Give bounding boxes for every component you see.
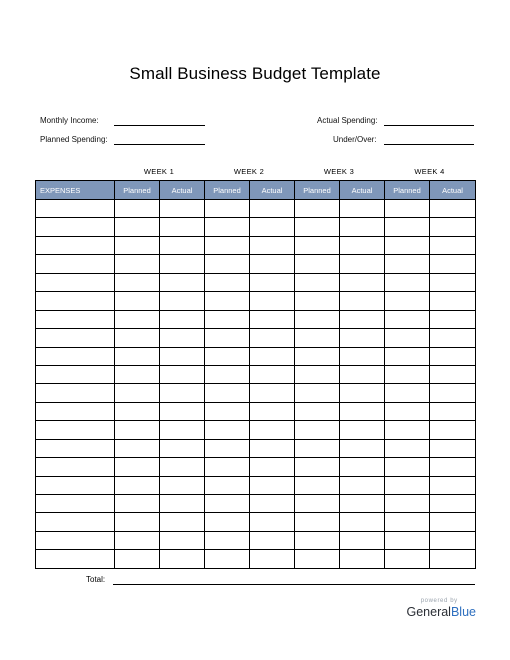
planned-cell[interactable] — [115, 384, 160, 402]
actual-cell[interactable] — [250, 439, 295, 457]
actual-cell[interactable] — [430, 531, 476, 549]
actual-cell[interactable] — [250, 200, 295, 218]
actual-cell[interactable] — [430, 329, 476, 347]
actual-cell[interactable] — [160, 531, 205, 549]
planned-cell[interactable] — [295, 310, 340, 328]
actual-cell[interactable] — [160, 292, 205, 310]
planned-cell[interactable] — [205, 236, 250, 254]
planned-cell[interactable] — [205, 458, 250, 476]
expense-name-cell[interactable] — [36, 273, 115, 291]
actual-spending-field[interactable] — [384, 125, 474, 126]
expense-name-cell[interactable] — [36, 310, 115, 328]
actual-cell[interactable] — [250, 218, 295, 236]
planned-cell[interactable] — [295, 329, 340, 347]
planned-cell[interactable] — [385, 200, 430, 218]
week-4-heading: WEEK 4 — [414, 167, 445, 176]
planned-cell[interactable] — [295, 236, 340, 254]
actual-cell[interactable] — [430, 218, 476, 236]
table-header-row — [36, 181, 476, 200]
table-row — [36, 439, 476, 457]
table-row — [36, 218, 476, 236]
planned-cell[interactable] — [205, 292, 250, 310]
actual-cell[interactable] — [250, 236, 295, 254]
actual-cell[interactable] — [430, 292, 476, 310]
expense-name-cell[interactable] — [36, 347, 115, 365]
planned-cell[interactable] — [385, 347, 430, 365]
planned-cell[interactable] — [115, 218, 160, 236]
actual-spending-label: Actual Spending: — [317, 116, 378, 125]
actual-cell[interactable] — [340, 255, 385, 273]
expense-name-cell[interactable] — [36, 476, 115, 494]
planned-cell[interactable] — [115, 495, 160, 513]
expense-name-cell[interactable] — [36, 531, 115, 549]
planned-cell[interactable] — [295, 292, 340, 310]
planned-cell[interactable] — [295, 200, 340, 218]
planned-cell[interactable] — [205, 550, 250, 568]
actual-cell[interactable] — [160, 421, 205, 439]
actual-cell[interactable] — [250, 513, 295, 531]
table-row — [36, 236, 476, 254]
week-1-actual-header: Actual — [160, 181, 205, 200]
table-row — [36, 476, 476, 494]
planned-cell[interactable] — [385, 439, 430, 457]
table-row — [36, 273, 476, 291]
actual-cell[interactable] — [160, 476, 205, 494]
planned-cell[interactable] — [295, 421, 340, 439]
week-2-actual-header: Actual — [250, 181, 295, 200]
actual-cell[interactable] — [340, 550, 385, 568]
table-row — [36, 458, 476, 476]
actual-cell[interactable] — [250, 495, 295, 513]
expense-name-cell[interactable] — [36, 439, 115, 457]
expense-name-cell[interactable] — [36, 495, 115, 513]
actual-cell[interactable] — [340, 236, 385, 254]
week-1-heading: WEEK 1 — [143, 167, 175, 176]
actual-cell[interactable] — [430, 402, 476, 420]
actual-cell[interactable] — [160, 236, 205, 254]
planned-cell[interactable] — [295, 513, 340, 531]
actual-cell[interactable] — [160, 513, 205, 531]
actual-cell[interactable] — [160, 384, 205, 402]
planned-cell[interactable] — [205, 347, 250, 365]
brand-name-blue: Blue — [450, 605, 476, 619]
planned-cell[interactable] — [295, 550, 340, 568]
actual-cell[interactable] — [160, 255, 205, 273]
actual-cell[interactable] — [250, 329, 295, 347]
monthly-income-label: Monthly Income: — [40, 116, 99, 125]
page-title: Small Business Budget Template — [129, 64, 381, 83]
actual-cell[interactable] — [160, 458, 205, 476]
planned-cell[interactable] — [295, 273, 340, 291]
planned-cell[interactable] — [115, 531, 160, 549]
planned-cell[interactable] — [295, 476, 340, 494]
brand-name-general: General — [406, 605, 451, 619]
planned-cell[interactable] — [295, 458, 340, 476]
actual-cell[interactable] — [430, 476, 476, 494]
actual-cell[interactable] — [160, 402, 205, 420]
expense-name-cell[interactable] — [36, 218, 115, 236]
planned-cell[interactable] — [115, 236, 160, 254]
under-over-field[interactable] — [384, 144, 474, 145]
planned-cell[interactable] — [205, 329, 250, 347]
week-3-heading: WEEK 3 — [323, 167, 355, 176]
planned-cell[interactable] — [115, 273, 160, 291]
planned-cell[interactable] — [115, 255, 160, 273]
planned-cell[interactable] — [205, 384, 250, 402]
week-3-actual-header: Actual — [340, 181, 385, 200]
planned-cell[interactable] — [205, 273, 250, 291]
actual-cell[interactable] — [160, 310, 205, 328]
table-row — [36, 402, 476, 420]
actual-cell[interactable] — [340, 495, 385, 513]
week-3-planned-header: Planned — [295, 181, 340, 200]
actual-cell[interactable] — [160, 200, 205, 218]
table-row — [36, 310, 476, 328]
actual-cell[interactable] — [160, 273, 205, 291]
actual-cell[interactable] — [430, 550, 476, 568]
planned-cell[interactable] — [205, 495, 250, 513]
planned-cell[interactable] — [385, 402, 430, 420]
planned-cell[interactable] — [115, 402, 160, 420]
planned-cell[interactable] — [115, 329, 160, 347]
planned-cell[interactable] — [295, 439, 340, 457]
planned-cell[interactable] — [385, 421, 430, 439]
expense-name-cell[interactable] — [36, 200, 115, 218]
actual-cell[interactable] — [430, 310, 476, 328]
planned-cell[interactable] — [385, 495, 430, 513]
planned-cell[interactable] — [385, 236, 430, 254]
brand-name — [406, 605, 476, 619]
budget-table — [35, 180, 476, 569]
planned-cell[interactable] — [205, 513, 250, 531]
planned-cell[interactable] — [385, 310, 430, 328]
actual-cell[interactable] — [160, 495, 205, 513]
actual-cell[interactable] — [430, 439, 476, 457]
planned-cell[interactable] — [295, 531, 340, 549]
actual-cell[interactable] — [430, 347, 476, 365]
planned-cell[interactable] — [205, 310, 250, 328]
planned-cell[interactable] — [115, 310, 160, 328]
actual-cell[interactable] — [340, 402, 385, 420]
actual-cell[interactable] — [340, 365, 385, 383]
actual-cell[interactable] — [340, 347, 385, 365]
actual-cell[interactable] — [340, 439, 385, 457]
planned-cell[interactable] — [385, 329, 430, 347]
planned-cell[interactable] — [115, 476, 160, 494]
expense-name-cell[interactable] — [36, 402, 115, 420]
actual-cell[interactable] — [340, 513, 385, 531]
expense-name-cell[interactable] — [36, 255, 115, 273]
expense-name-cell[interactable] — [36, 513, 115, 531]
total-field[interactable] — [113, 584, 475, 585]
actual-cell[interactable] — [340, 421, 385, 439]
table-row — [36, 200, 476, 218]
planned-cell[interactable] — [385, 550, 430, 568]
actual-cell[interactable] — [250, 310, 295, 328]
actual-cell[interactable] — [250, 531, 295, 549]
table-row — [36, 255, 476, 273]
planned-cell[interactable] — [295, 347, 340, 365]
table-row — [36, 365, 476, 383]
actual-cell[interactable] — [430, 365, 476, 383]
actual-cell[interactable] — [250, 292, 295, 310]
planned-cell[interactable] — [385, 513, 430, 531]
planned-cell[interactable] — [205, 439, 250, 457]
actual-cell[interactable] — [430, 384, 476, 402]
table-row — [36, 495, 476, 513]
planned-cell[interactable] — [385, 273, 430, 291]
actual-cell[interactable] — [250, 384, 295, 402]
actual-cell[interactable] — [430, 200, 476, 218]
planned-cell[interactable] — [115, 365, 160, 383]
week-4-actual-header: Actual — [430, 181, 476, 200]
actual-cell[interactable] — [340, 384, 385, 402]
planned-cell[interactable] — [205, 531, 250, 549]
expense-name-cell[interactable] — [36, 421, 115, 439]
actual-cell[interactable] — [430, 236, 476, 254]
table-row — [36, 329, 476, 347]
actual-cell[interactable] — [250, 347, 295, 365]
expense-name-cell[interactable] — [36, 458, 115, 476]
planned-cell[interactable] — [385, 384, 430, 402]
actual-cell[interactable] — [430, 255, 476, 273]
expense-name-cell[interactable] — [36, 550, 115, 568]
actual-cell[interactable] — [430, 273, 476, 291]
expense-name-cell[interactable] — [36, 236, 115, 254]
actual-cell[interactable] — [250, 458, 295, 476]
planned-spending-field[interactable] — [114, 144, 205, 145]
planned-cell[interactable] — [385, 476, 430, 494]
planned-cell[interactable] — [115, 421, 160, 439]
planned-cell[interactable] — [205, 218, 250, 236]
planned-cell[interactable] — [205, 476, 250, 494]
table-row — [36, 292, 476, 310]
planned-cell[interactable] — [295, 255, 340, 273]
actual-cell[interactable] — [340, 458, 385, 476]
week-1-planned-header: Planned — [115, 181, 160, 200]
expense-name-cell[interactable] — [36, 329, 115, 347]
table-row — [36, 421, 476, 439]
planned-cell[interactable] — [115, 347, 160, 365]
week-2-planned-header: Planned — [205, 181, 250, 200]
actual-cell[interactable] — [250, 421, 295, 439]
actual-cell[interactable] — [430, 421, 476, 439]
under-over-label: Under/Over: — [333, 135, 377, 144]
planned-spending-label: Planned Spending: — [40, 135, 108, 144]
actual-cell[interactable] — [160, 218, 205, 236]
planned-cell[interactable] — [205, 255, 250, 273]
planned-cell[interactable] — [385, 255, 430, 273]
table-row — [36, 513, 476, 531]
expense-name-cell[interactable] — [36, 292, 115, 310]
actual-cell[interactable] — [250, 550, 295, 568]
week-4-planned-header: Planned — [385, 181, 430, 200]
actual-cell[interactable] — [340, 218, 385, 236]
planned-cell[interactable] — [205, 402, 250, 420]
table-row — [36, 384, 476, 402]
planned-cell[interactable] — [385, 531, 430, 549]
planned-cell[interactable] — [295, 495, 340, 513]
expense-name-cell[interactable] — [36, 384, 115, 402]
actual-cell[interactable] — [160, 347, 205, 365]
actual-cell[interactable] — [430, 495, 476, 513]
powered-by-text: powered by — [420, 598, 458, 604]
planned-cell[interactable] — [205, 200, 250, 218]
actual-cell[interactable] — [250, 402, 295, 420]
brand-logo — [406, 598, 476, 619]
actual-cell[interactable] — [430, 513, 476, 531]
actual-cell[interactable] — [340, 200, 385, 218]
planned-cell[interactable] — [205, 365, 250, 383]
total-label: Total: — [86, 575, 106, 584]
planned-cell[interactable] — [295, 365, 340, 383]
actual-cell[interactable] — [160, 329, 205, 347]
planned-cell[interactable] — [115, 439, 160, 457]
planned-cell[interactable] — [295, 384, 340, 402]
actual-cell[interactable] — [250, 273, 295, 291]
actual-cell[interactable] — [340, 531, 385, 549]
planned-cell[interactable] — [295, 218, 340, 236]
actual-cell[interactable] — [250, 255, 295, 273]
planned-cell[interactable] — [385, 458, 430, 476]
actual-cell[interactable] — [430, 458, 476, 476]
planned-cell[interactable] — [205, 421, 250, 439]
planned-cell[interactable] — [115, 513, 160, 531]
actual-cell[interactable] — [160, 439, 205, 457]
planned-cell[interactable] — [295, 402, 340, 420]
planned-cell[interactable] — [385, 365, 430, 383]
week-2-heading: WEEK 2 — [233, 167, 265, 176]
planned-cell[interactable] — [115, 200, 160, 218]
table-row — [36, 531, 476, 549]
table-row — [36, 550, 476, 568]
monthly-income-field[interactable] — [114, 125, 205, 126]
planned-cell[interactable] — [385, 292, 430, 310]
planned-cell[interactable] — [115, 550, 160, 568]
actual-cell[interactable] — [160, 550, 205, 568]
actual-cell[interactable] — [160, 365, 205, 383]
planned-cell[interactable] — [115, 458, 160, 476]
actual-cell[interactable] — [340, 310, 385, 328]
actual-cell[interactable] — [250, 476, 295, 494]
actual-cell[interactable] — [340, 292, 385, 310]
actual-cell[interactable] — [340, 329, 385, 347]
budget-table-body — [36, 200, 476, 569]
planned-cell[interactable] — [115, 292, 160, 310]
expense-name-cell[interactable] — [36, 365, 115, 383]
actual-cell[interactable] — [250, 365, 295, 383]
actual-cell[interactable] — [340, 273, 385, 291]
expenses-header: EXPENSES — [36, 181, 115, 200]
table-row — [36, 347, 476, 365]
actual-cell[interactable] — [340, 476, 385, 494]
planned-cell[interactable] — [385, 218, 430, 236]
